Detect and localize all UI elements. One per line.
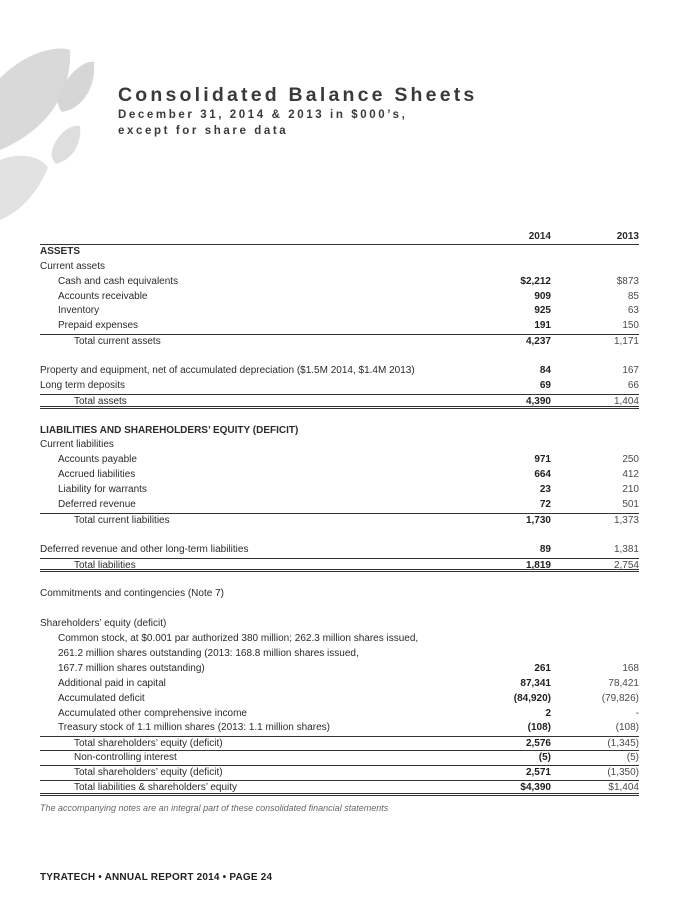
- value-2013: 63: [627, 305, 639, 317]
- column-header-2014: 2014: [528, 231, 551, 242]
- row-label: Total assets: [74, 395, 127, 407]
- subsection-shareholders-equity: [40, 617, 639, 632]
- value-2013: 85: [627, 290, 639, 302]
- value-2013: (5): [626, 752, 639, 764]
- table-row: [40, 632, 639, 647]
- value-2013: 66: [627, 379, 639, 391]
- value-2014: 89: [539, 543, 551, 555]
- subsection-current-assets: [40, 260, 639, 275]
- row-label: Total current assets: [74, 336, 161, 348]
- row-label: LIABILITIES AND SHAREHOLDERS’ EQUITY (DEFICIT): [40, 424, 299, 436]
- value-2013: 250: [622, 454, 639, 466]
- table-row: [40, 275, 639, 290]
- page-subtitle-line2: except for share data: [118, 125, 289, 137]
- value-2013: 210: [622, 484, 639, 496]
- row-label: Accrued liabilities: [58, 469, 136, 481]
- column-header-row: [40, 230, 639, 245]
- total-liabilities-equity-row: [40, 781, 639, 796]
- table-row: [40, 677, 639, 692]
- value-2013: 167: [622, 365, 639, 377]
- row-label: 261.2 million shares outstanding (2013: 168.8 million shares issued,: [58, 647, 359, 659]
- value-2013: (1,345): [607, 738, 639, 750]
- table-row: [40, 498, 639, 513]
- value-2014: 909: [534, 290, 551, 302]
- table-row: [40, 379, 639, 394]
- value-2014: 4,237: [525, 336, 551, 348]
- value-2013: 2,754: [613, 559, 639, 571]
- balance-sheet-table: [40, 230, 639, 796]
- value-2014: 2,576: [525, 738, 551, 750]
- section-heading-assets: [40, 245, 639, 260]
- value-2014: 971: [534, 454, 551, 466]
- value-2013: (79,826): [601, 692, 639, 704]
- value-2014: 23: [539, 484, 551, 496]
- row-label: Long term deposits: [40, 379, 126, 391]
- total-liabilities-row: [40, 558, 639, 573]
- value-2013: 1,381: [613, 543, 639, 555]
- value-2014: 191: [534, 320, 551, 332]
- table-row: [40, 483, 639, 498]
- value-2014: 261: [534, 662, 551, 674]
- row-label: Deferred revenue: [58, 499, 136, 511]
- table-row: [40, 453, 639, 468]
- value-2014: 87,341: [520, 677, 551, 689]
- value-2014: $4,390: [520, 781, 551, 793]
- value-2014: (84,920): [513, 692, 551, 704]
- total-assets-row: [40, 394, 639, 409]
- value-2014: 69: [539, 379, 551, 391]
- row-label: Treasury stock of 1.1 million shares (2013: 1.1 million shares): [58, 722, 330, 734]
- table-row: [40, 468, 639, 483]
- total-shareholders-equity-row: [40, 736, 639, 751]
- value-2013: 412: [622, 469, 639, 481]
- subsection-current-liabilities: [40, 438, 639, 453]
- table-row: [40, 364, 639, 379]
- row-label: Cash and cash equivalents: [58, 275, 179, 287]
- total-current-assets-row: [40, 334, 639, 349]
- value-2013: -: [635, 707, 639, 719]
- row-label: Accumulated deficit: [58, 692, 145, 704]
- total-current-liabilities-row: [40, 513, 639, 528]
- value-2014: 84: [539, 365, 551, 377]
- row-label: Additional paid in capital: [58, 677, 166, 689]
- value-2013: 150: [622, 320, 639, 332]
- value-2013: 501: [622, 499, 639, 511]
- commitments-row: [40, 587, 639, 602]
- page-title: Consolidated Balance Sheets: [118, 84, 478, 106]
- value-2013: 168: [622, 662, 639, 674]
- table-row: [40, 290, 639, 305]
- non-controlling-interest-row: [40, 751, 639, 766]
- value-2014: 4,390: [525, 395, 551, 407]
- row-label: Total shareholders’ equity (deficit): [74, 767, 223, 779]
- footnote: The accompanying notes are an integral part of these consolidated financial statements: [40, 803, 389, 813]
- value-2013: $1,404: [608, 781, 639, 793]
- value-2014: (108): [527, 722, 551, 734]
- row-label: Total current liabilities: [74, 514, 170, 526]
- value-2014: 1,819: [525, 559, 551, 571]
- title-block: [118, 84, 477, 139]
- row-label: Liability for warrants: [58, 484, 147, 496]
- table-row: [40, 543, 639, 558]
- total-shareholders-equity-row: [40, 766, 639, 781]
- table-row: [40, 707, 639, 722]
- row-label: 167.7 million shares outstanding): [58, 662, 205, 674]
- page-subtitle-line1: December 31, 2014 & 2013 in $000’s,: [118, 109, 408, 121]
- value-2013: 1,171: [613, 336, 639, 348]
- value-2013: 1,373: [613, 514, 639, 526]
- page-footer: TYRATECH • ANNUAL REPORT 2014 • PAGE 24: [40, 872, 273, 883]
- row-label: Current assets: [40, 260, 106, 272]
- row-label: Shareholders’ equity (deficit): [40, 618, 167, 630]
- row-label: Accounts receivable: [58, 290, 148, 302]
- value-2014: 1,730: [525, 514, 551, 526]
- row-label: Accounts payable: [58, 454, 137, 466]
- row-label: Property and equipment, net of accumulated depreciation ($1.5M 2014, $1.4M 2013): [40, 365, 415, 377]
- value-2013: (108): [615, 722, 639, 734]
- decorative-leaf-shapes: [0, 0, 100, 220]
- row-label: Total shareholders’ equity (deficit): [74, 738, 223, 750]
- value-2013: (1,350): [607, 767, 639, 779]
- row-label: Total liabilities & shareholders’ equity: [74, 781, 238, 793]
- value-2014: 2: [545, 707, 551, 719]
- value-2013: 78,421: [608, 677, 639, 689]
- value-2014: 72: [539, 499, 551, 511]
- column-header-2013: 2013: [616, 231, 639, 242]
- value-2014: 664: [534, 469, 551, 481]
- row-label: ASSETS: [40, 245, 81, 257]
- table-row: [40, 319, 639, 334]
- row-label: Common stock, at $0.001 par authorized 380 million; 262.3 million shares issued,: [58, 633, 419, 645]
- value-2014: (5): [538, 752, 551, 764]
- value-2014: 2,571: [525, 767, 551, 779]
- value-2014: 925: [534, 305, 551, 317]
- row-label: Deferred revenue and other long-term liabilities: [40, 543, 249, 555]
- table-row: [40, 647, 639, 662]
- row-label: Total liabilities: [74, 559, 136, 571]
- row-label: Non-controlling interest: [74, 752, 177, 764]
- table-row: [40, 304, 639, 319]
- row-label: Prepaid expenses: [58, 320, 139, 332]
- row-label: Commitments and contingencies (Note 7): [40, 588, 224, 600]
- row-label: Inventory: [58, 305, 100, 317]
- row-label: Current liabilities: [40, 439, 114, 451]
- table-row: [40, 721, 639, 736]
- section-heading-liabilities: [40, 424, 639, 439]
- value-2014: $2,212: [520, 275, 551, 287]
- table-row: [40, 662, 639, 677]
- value-2013: $873: [616, 275, 639, 287]
- value-2013: 1,404: [613, 395, 639, 407]
- table-row: [40, 692, 639, 707]
- row-label: Accumulated other comprehensive income: [58, 707, 247, 719]
